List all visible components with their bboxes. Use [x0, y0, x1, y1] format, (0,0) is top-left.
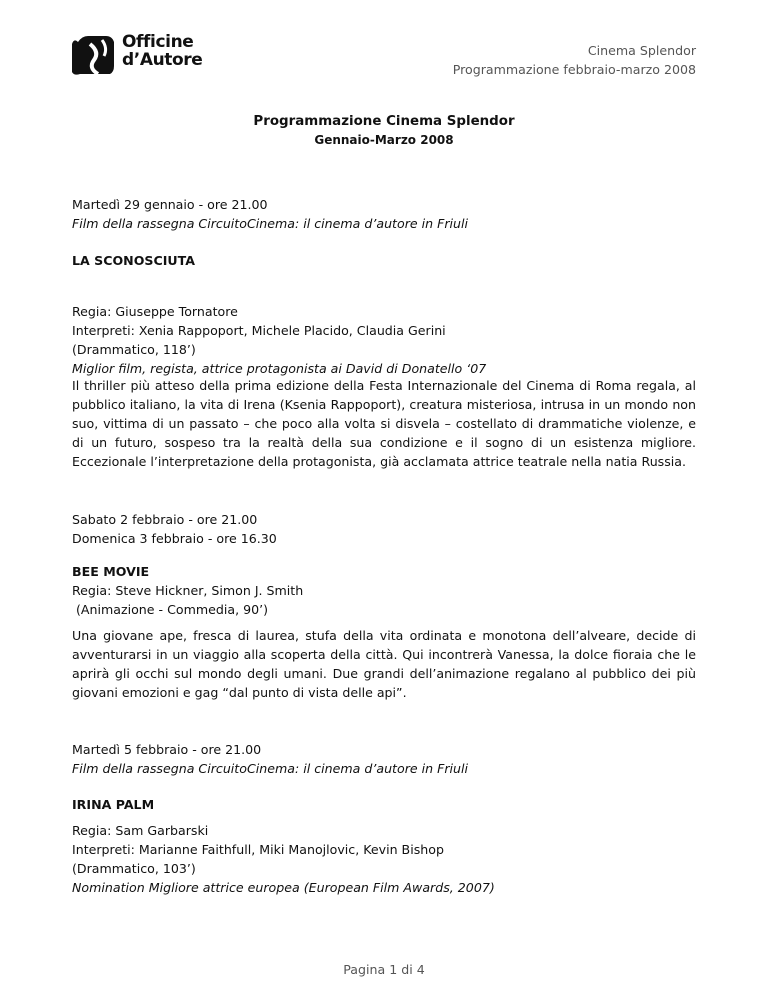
- film-title: BEE MOVIE: [72, 564, 150, 579]
- running-header: [453, 41, 696, 79]
- logo-line-2: d’Autore: [122, 50, 203, 70]
- event-date: Martedì 29 gennaio - ore 21.00: [72, 197, 268, 212]
- film-director: Regia: Steve Hickner, Simon J. Smith: [72, 583, 304, 598]
- event-1-schedule: [72, 195, 696, 233]
- film-cast: Interpreti: Xenia Rappoport, Michele Placido, Claudia Gerini: [72, 323, 446, 338]
- event-date: Sabato 2 febbraio - ore 21.00: [72, 512, 258, 527]
- event-3-title-block: [72, 795, 696, 814]
- event-3-credits: [72, 821, 696, 897]
- film-genre: (Animazione - Commedia, 90’): [72, 602, 269, 617]
- event-date: Martedì 5 febbraio - ore 21.00: [72, 742, 262, 757]
- film-title: IRINA PALM: [72, 797, 155, 812]
- header-program-period: Programmazione febbraio-marzo 2008: [452, 62, 696, 77]
- event-series: Film della rassegna CircuitoCinema: il cinema d’autore in Friuli: [72, 216, 469, 231]
- page-number: Pagina 1 di 4: [343, 962, 425, 977]
- event-2-schedule: [72, 510, 696, 548]
- logo-mark-icon: [70, 30, 122, 78]
- film-director: Regia: Giuseppe Tornatore: [72, 304, 238, 319]
- film-description: Una giovane ape, fresca di laurea, stufa della vita ordinata e monotona dell’alveare, decide di avventurarsi in un viaggio alla scoperta della città. Qui incontrerà Vanessa, la dolce fioraia che le aprirà gli occhi sul mondo degli umani. Due grandi dell’animazione regalano al pubblico dei più giovani emozioni e gag “dal punto di vista delle api”.: [72, 628, 696, 700]
- film-title: LA SCONOSCIUTA: [72, 253, 196, 268]
- film-cast: Interpreti: Marianne Faithfull, Miki Manojlovic, Kevin Bishop: [72, 842, 444, 857]
- document-title: Programmazione Cinema Splendor: [253, 114, 515, 129]
- event-series: Film della rassegna CircuitoCinema: il cinema d’autore in Friuli: [72, 761, 469, 776]
- film-director: Regia: Sam Garbarski: [72, 823, 209, 838]
- event-1-title-block: [72, 251, 696, 270]
- officine-dautore-logo: [70, 30, 210, 80]
- event-1-credits: [72, 302, 696, 378]
- event-1-description: [72, 376, 696, 471]
- event-2-credits: [72, 562, 696, 619]
- film-genre: (Drammatico, 118’): [72, 342, 196, 357]
- logo-wordmark: [122, 33, 202, 69]
- header-cinema-name: Cinema Splendor: [587, 43, 696, 58]
- document-subtitle: Gennaio-Marzo 2008: [314, 133, 454, 147]
- document-title-block: [0, 113, 768, 148]
- event-2-description: [72, 626, 696, 702]
- event-date: Domenica 3 febbraio - ore 16.30: [72, 531, 277, 546]
- logo-line-1: Officine: [122, 32, 194, 52]
- film-genre: (Drammatico, 103’): [72, 861, 196, 876]
- event-3-schedule: [72, 740, 696, 778]
- film-award: Nomination Migliore attrice europea (European Film Awards, 2007): [72, 880, 495, 895]
- film-description: Il thriller più atteso della prima edizione della Festa Internazionale del Cinema di Roma regala, al pubblico italiano, la vita di Irena (Ksenia Rappoport), creatura misteriosa, intrusa in un mondo non suo, vittima di un passato – che poco alla volta si disvela – costellato di drammatiche violenze, e di un futuro, sospeso tra la realtà della sua condizione e il sogno di un esistenza migliore. Eccezionale l’interpretazione della protagonista, già acclamata attrice teatrale nella natia Russia.: [72, 378, 696, 469]
- film-award: Miglior film, regista, attrice protagonista ai David di Donatello ‘07: [72, 361, 487, 376]
